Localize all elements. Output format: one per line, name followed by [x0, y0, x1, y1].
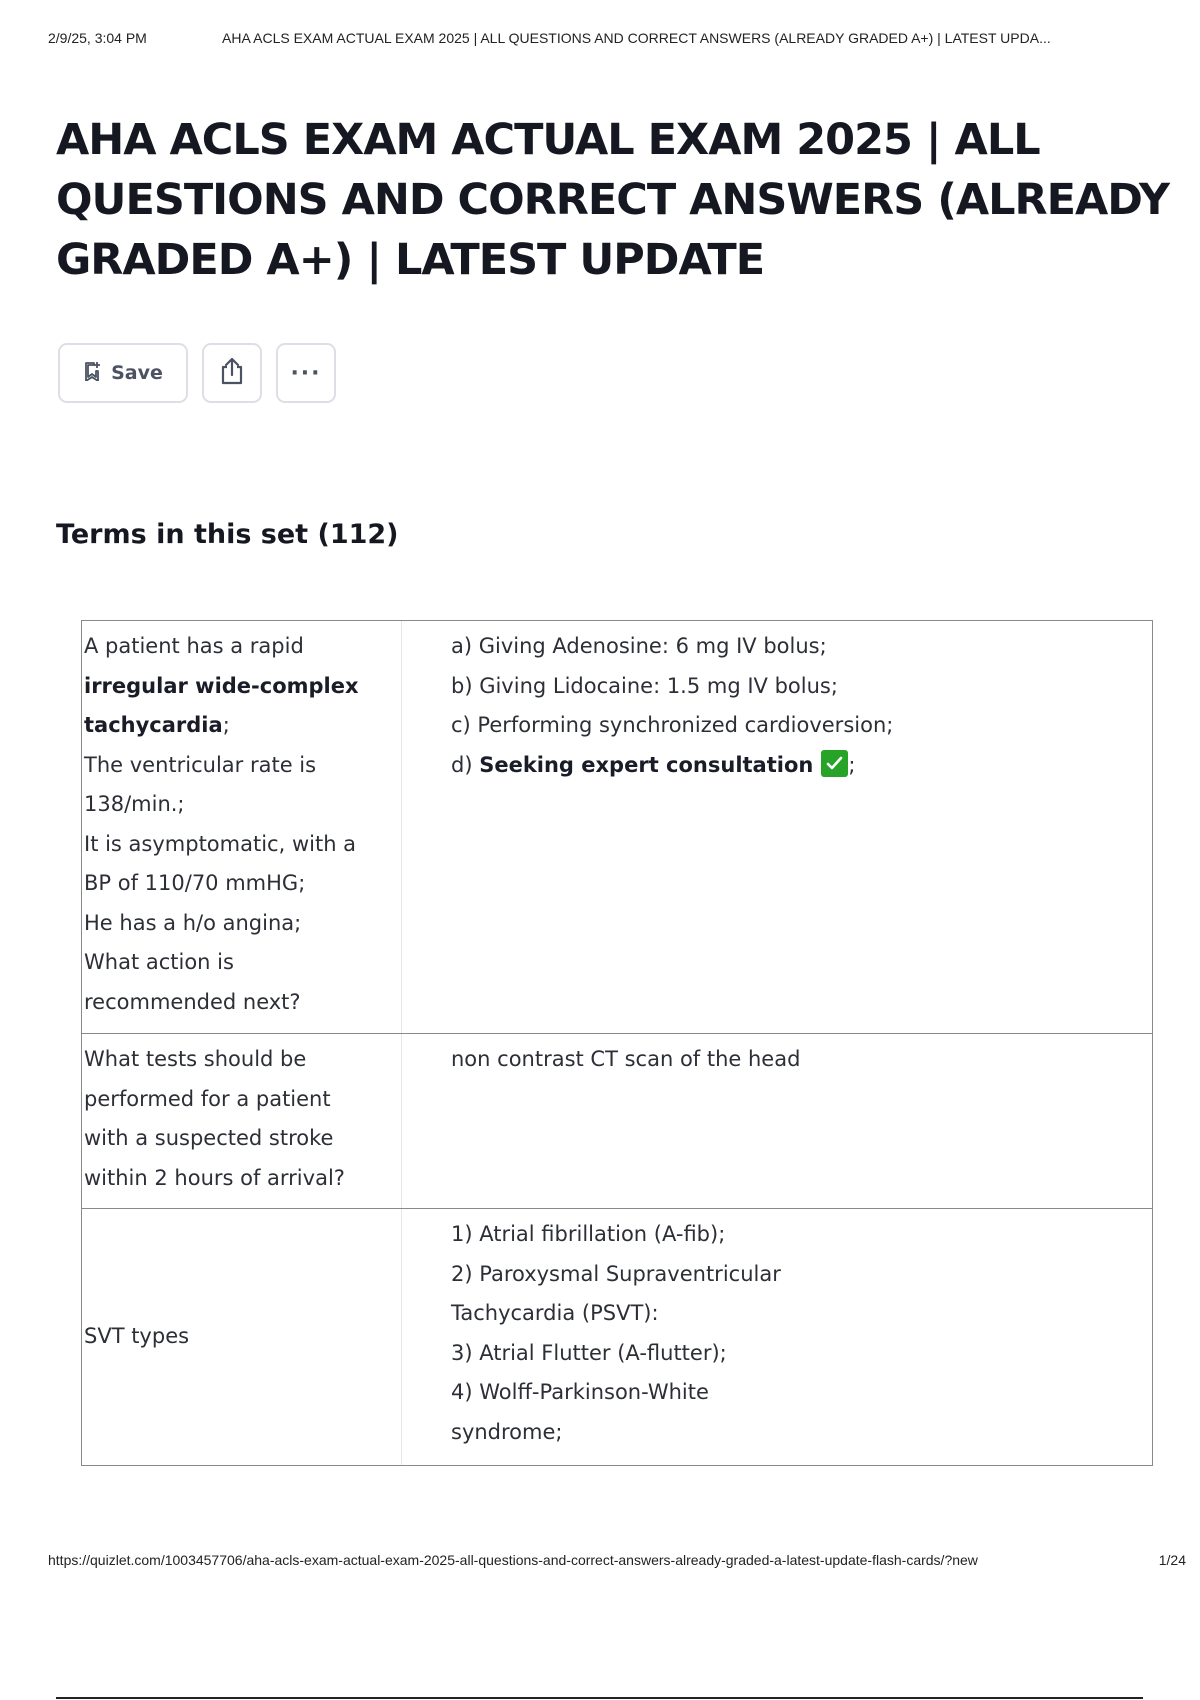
definition-line: Tachycardia (PSVT):	[451, 1301, 659, 1325]
definition-line: 1) Atrial fibrillation (A-fib);	[451, 1222, 726, 1246]
term-line: What tests should be	[84, 1047, 307, 1071]
card-term	[82, 1209, 402, 1465]
term-line: recommended next?	[84, 989, 301, 1014]
share-icon	[219, 357, 245, 390]
term-line: A patient has a rapid	[84, 634, 304, 658]
bookmark-add-icon	[83, 361, 101, 386]
term-line: BP of 110/70 mmHG;	[84, 871, 306, 895]
definition-line: d) Seeking expert consultation ;	[451, 746, 1152, 786]
more-options-icon: ···	[290, 360, 322, 386]
definition-line: a) Giving Adenosine: 6 mg IV bolus;	[451, 634, 827, 658]
page-divider	[56, 1697, 1143, 1699]
definition-line: syndrome;	[451, 1419, 563, 1444]
definition-line: 4) Wolff-Parkinson-White	[451, 1380, 709, 1404]
term-line: irregular wide-complex	[84, 673, 359, 698]
card-term	[82, 621, 402, 1033]
definition-line: b) Giving Lidocaine: 1.5 mg IV bolus;	[451, 673, 838, 698]
definition-line: c) Performing synchronized cardioversion;	[451, 713, 894, 737]
card-definition	[402, 1209, 1152, 1465]
term-line: It is asymptomatic, with a	[84, 831, 357, 856]
more-options-button[interactable]	[276, 343, 336, 403]
print-page-number: 1/24	[1158, 1552, 1186, 1568]
term-line: 138/min.;	[84, 792, 185, 816]
print-doc-title: AHA ACLS EXAM ACTUAL EXAM 2025 | ALL QUESTIONS AND CORRECT ANSWERS (ALREADY GRADED A+) | LATEST UPDA...	[222, 30, 1051, 46]
save-button[interactable]	[58, 343, 188, 403]
print-header	[48, 30, 1186, 52]
print-url: https://quizlet.com/1003457706/aha-acls-exam-actual-exam-2025-all-questions-and-correct-answers-already-graded-a-latest-update-flash-cards/?new	[48, 1552, 978, 1568]
term-line: The ventricular rate is	[84, 752, 317, 777]
card-definition	[402, 621, 1152, 1033]
definition-line: non contrast CT scan of the head	[451, 1047, 801, 1071]
page-title: AHA ACLS EXAM ACTUAL EXAM 2025 | ALL QUESTIONS AND CORRECT ANSWERS (ALREADY GRADED A+) | LATEST UPDATE	[56, 115, 1170, 285]
term-line: He has a h/o angina;	[84, 910, 302, 935]
set-actions	[58, 343, 336, 403]
term-line: performed for a patient	[84, 1086, 331, 1111]
save-label: Save	[111, 362, 163, 384]
terms-heading: Terms in this set (112)	[56, 519, 399, 550]
term-line: SVT types	[84, 1324, 190, 1349]
term-card	[82, 1209, 1152, 1465]
term-line: tachycardia;	[84, 713, 230, 737]
definition-line: 3) Atrial Flutter (A-flutter);	[451, 1340, 727, 1365]
share-button[interactable]	[202, 343, 262, 403]
term-line: with a suspected stroke	[84, 1126, 334, 1150]
check-mark-icon	[821, 750, 848, 777]
term-card	[82, 621, 1152, 1034]
term-line: within 2 hours of arrival?	[84, 1165, 345, 1190]
term-card	[82, 1034, 1152, 1209]
print-date: 2/9/25, 3:04 PM	[48, 30, 147, 46]
terms-list	[81, 620, 1153, 1466]
definition-line: 2) Paroxysmal Supraventricular	[451, 1261, 781, 1286]
card-definition	[402, 1034, 1152, 1208]
card-term	[82, 1034, 402, 1208]
term-line: What action is	[84, 950, 234, 974]
